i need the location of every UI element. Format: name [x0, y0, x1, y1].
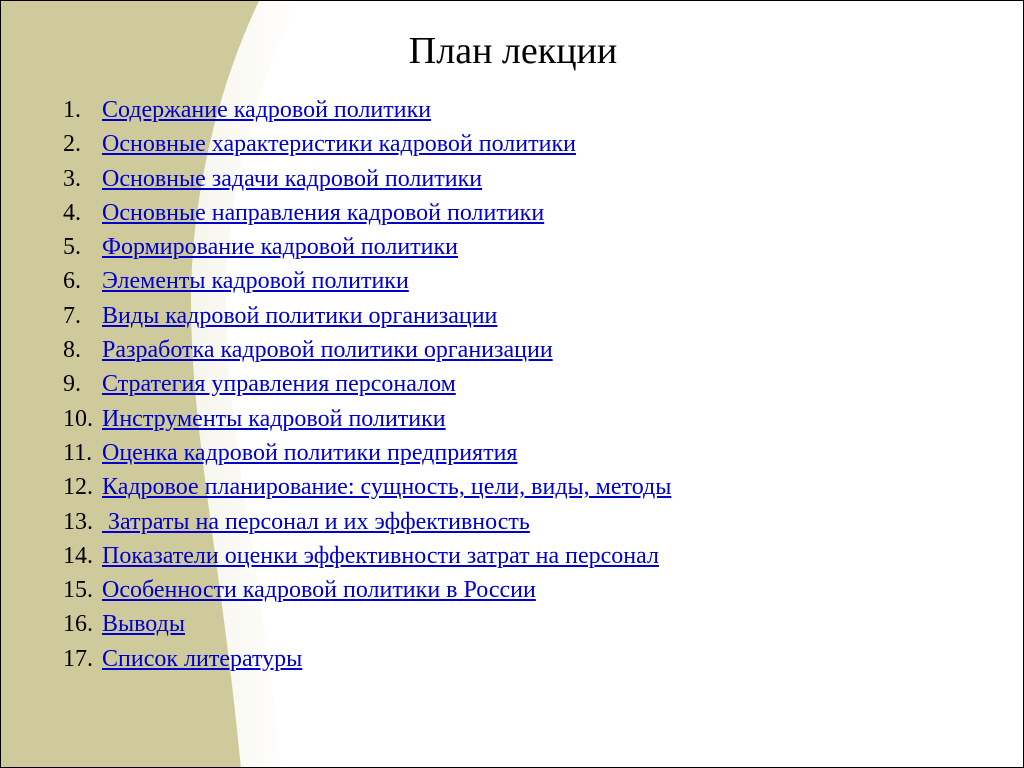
- item-number: 3.: [63, 165, 81, 192]
- item-number: 6.: [63, 268, 81, 295]
- list-item: [63, 436, 671, 470]
- item-link[interactable]: Элементы кадровой политики: [102, 268, 409, 295]
- list-item: [63, 470, 671, 504]
- list-item: [63, 264, 671, 298]
- item-link[interactable]: Формирование кадровой политики: [102, 234, 458, 261]
- item-link[interactable]: Показатели оценки эффективности затрат на персонал: [102, 542, 659, 569]
- item-link[interactable]: Разработка кадровой политики организации: [102, 337, 553, 364]
- item-number: 11.: [63, 439, 93, 466]
- item-number: 9.: [63, 371, 81, 398]
- item-link[interactable]: Инструменты кадровой политики: [102, 405, 446, 432]
- item-number: 5.: [63, 234, 81, 261]
- item-link[interactable]: Основные направления кадровой политики: [102, 199, 545, 226]
- item-number: 15.: [63, 577, 93, 604]
- lecture-plan-list: [63, 93, 671, 676]
- item-number: 4.: [63, 199, 81, 226]
- item-link[interactable]: Выводы: [102, 611, 185, 638]
- list-item: [63, 402, 671, 436]
- item-link[interactable]: Кадровое планирование: сущность, цели, виды, методы: [102, 474, 672, 501]
- list-item: [63, 333, 671, 367]
- list-item: [63, 367, 671, 401]
- item-link[interactable]: Содержание кадровой политики: [102, 97, 432, 123]
- list-item: [63, 196, 671, 230]
- item-link[interactable]: Основные характеристики кадровой политики: [102, 131, 576, 158]
- item-number: 13.: [63, 508, 93, 535]
- list-item: [63, 127, 671, 161]
- list-item: [63, 299, 671, 333]
- item-number: 12.: [63, 474, 93, 501]
- item-number: 2.: [63, 131, 81, 158]
- item-number: 10.: [63, 405, 93, 432]
- item-number: 14.: [63, 542, 93, 569]
- item-number: 16.: [63, 611, 93, 638]
- list-item: [63, 539, 671, 573]
- item-number: 7.: [63, 302, 81, 329]
- list-item: [63, 607, 671, 641]
- list-item: [63, 162, 671, 196]
- list-item: [63, 573, 671, 607]
- slide-title: План лекции: [408, 30, 618, 72]
- item-number: 1.: [63, 97, 81, 123]
- item-link[interactable]: Основные задачи кадровой политики: [102, 165, 483, 192]
- item-link[interactable]: Список литературы: [102, 645, 303, 672]
- item-link[interactable]: Стратегия управления персоналом: [102, 371, 456, 398]
- item-link[interactable]: Виды кадровой политики организации: [102, 302, 498, 329]
- list-item: [63, 642, 671, 676]
- item-number: 8.: [63, 337, 81, 364]
- item-number: 17.: [63, 645, 93, 672]
- list-item: [63, 505, 671, 539]
- list-item: [63, 230, 671, 264]
- item-link[interactable]: Особенности кадровой политики в России: [102, 577, 536, 604]
- item-link[interactable]: Затраты на персонал и их эффективность: [102, 508, 530, 535]
- list-item: [63, 93, 671, 127]
- item-link[interactable]: Оценка кадровой политики предприятия: [102, 439, 518, 466]
